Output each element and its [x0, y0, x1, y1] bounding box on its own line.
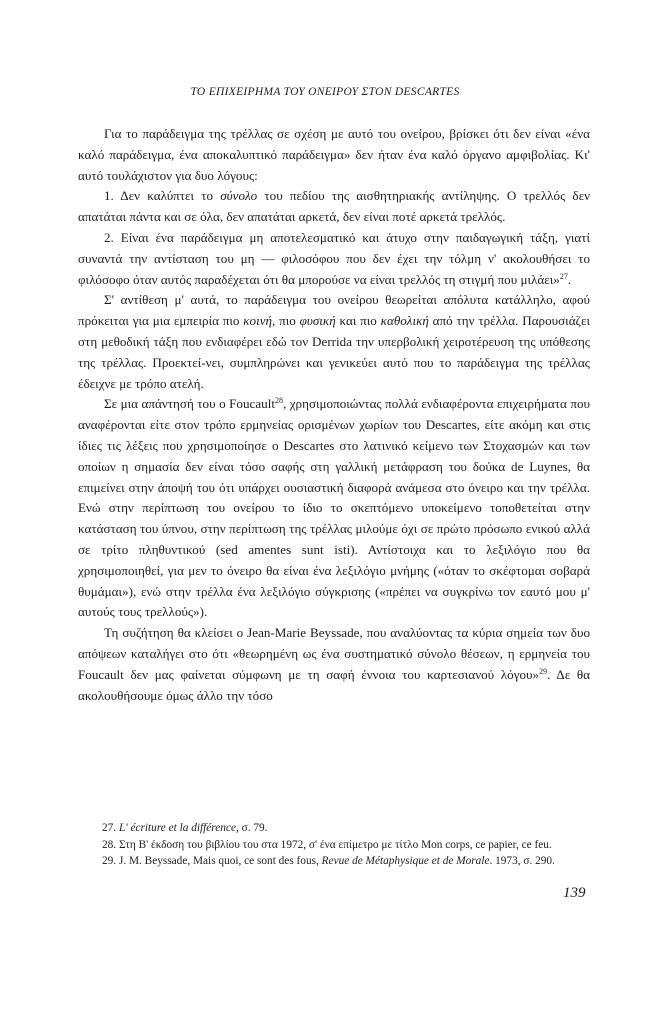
text-run: 27. [102, 822, 119, 834]
emphasis: κοινή [243, 313, 273, 329]
footnote [78, 837, 590, 854]
text-run: . 1973, σ. 290. [489, 855, 555, 867]
text-run: Για το παράδειγμα της τρέλλας σε σχέση με αυτό του ονείρου, βρίσκει ότι δεν είναι «ένα καλό παράδειγμα, ένα αποκαλυπτικό παράδειγμα» δεν ήταν ένα καλό όργανο αμφιβολίας. Κι' αυτό τουλάχιστον για δυο λόγους: [78, 126, 590, 183]
text-run: 1. Δεν καλύπτει το [104, 188, 221, 204]
text-run: και πιο [335, 313, 381, 329]
text-run: . Δε θα ακολουθήσουμε όμως άλλο την τόσο [78, 666, 590, 703]
emphasis: L' écriture et la différence [118, 822, 236, 834]
emphasis: φυσική [299, 313, 336, 329]
emphasis: καθολική [380, 313, 429, 329]
paragraph [78, 290, 590, 394]
footnote-ref: 27 [559, 271, 568, 281]
text-run: Τη συζήτηση θα κλείσει ο Jean-Marie Beyssade, που αναλύοντας τα κύρια σημεία των δυο απόψεων καταλήγει στο ότι «θεωρημένη ως ένα συστηματικό σύνολο θέσεων, η ερμηνεία του Foucault δεν μας φαίνεται σύμφωνη με τη σαφή έννοια του καρτεσιανού λόγου» [78, 625, 590, 682]
footnote [78, 820, 590, 837]
body-text [78, 124, 590, 706]
text-run: . [567, 271, 572, 287]
text-run: 29. J. M. Beyssade, Mais quoi, ce sont des fous, [102, 855, 322, 867]
footnotes [78, 820, 590, 870]
text-run: Σε μια απάντησή του ο Foucault [104, 396, 275, 412]
text-run: 2. Είναι ένα παράδειγμα μη αποτελεσματικό και άτυχο στην παιδαγωγική τάξη, γιατί συναντά την αντίσταση του μη — φιλοσόφου που δεν έχει την τόλμη ν' ακολουθήσει το φιλόσοφο όταν αυτός παραδέχεται ότι θα μπορούσε να είναι τρελλός τη στιγμή που μιλάει» [78, 229, 590, 287]
footnote-ref: 28 [274, 396, 283, 406]
text-run: από την τρέλλα. Παρουσιάζει στη μεθοδική τάξη που ενδιαφέρει εδώ τον Derrida την υπερβολική χειροτέρευση της υπόθεσης της τρέλλας. Προεκτεί-νει, συμπληρώνει και γενικεύει αυτό που το παράδειγμα της τρέλλας έδειχνε με τρόπο ατελή. [78, 313, 590, 391]
paragraph [78, 228, 590, 290]
emphasis: Revue de Métaphysique et de Morale [321, 855, 490, 867]
page-number: 139 [563, 885, 586, 901]
emphasis: σύνολο [220, 188, 258, 204]
running-head: ΤΟ ΕΠΙΧΕΙΡΗΜΑ ΤΟΥ ΟΝΕΙΡΟΥ ΣΤΟΝ DESCARTES [190, 86, 460, 98]
paragraph [78, 186, 590, 228]
text-run: , χρησιμοποιώντας πολλά ενδιαφέροντα επιχειρήματα που αναφέρονται είτε στον τρόπο ερμηνείας ορισμένων χωρίων του Descartes, είτε ακόμη και στις ίδιες τις λέξεις που χρησιμοποίησε ο Descartes στο λατινικό κείμενο των Στοχασμών και των οποίων η σημασία δεν είναι τόσο σαφής στη γαλλική μετάφραση του δούκα de Luynes, θα επιμείνει στην άποψή του ότι υπάρχει ουσιαστική διαφορά ανάμεσα στο όνειρο και την τρέλλα. Ενώ στην περίπτωση του ονείρου το ίδιο το σκεπτόμενο υποκείμενο τοποθετείται στην κατάσταση του ύπνου, στην περίπτωση της τρέλλας μιλούμε όχι σε πρώτο πρόσωπο ενικού αλλά σε τρίτο πληθυντικού (sed amentes sunt isti). Αντίστοιχα και το λεξιλόγιο που θα χρησιμοποιηθεί, για μεν το όνειρο θα είναι ένα λεξιλόγιο μνήμης («όταν το σκέφτομαι σοβαρά θυμάμαι»), ενώ στην τρέλλα ένα λεξιλόγιο σύγκρισης («πρέπει να συγκρίνω τον εαυτό μου μ' αυτούς τους τρελλούς»). [78, 396, 590, 620]
footnote-ref: 29 [539, 666, 548, 676]
paragraph [78, 394, 590, 623]
text-run: 28. Στη Β' έκδοση του βιβλίου του στα 1972, σ' ένα επίμετρο με τίτλο Mon corps, ce papier, ce feu. [102, 838, 552, 851]
paragraph [78, 124, 590, 186]
footnote [78, 853, 590, 870]
text-run: Σ' αντίθεση μ' αυτά, το παράδειγμα του ονείρου θεωρείται απόλυτα κατάλληλο, αφού πρόκειται για μια εμπειρία πιο [78, 292, 590, 329]
text-run: , σ. 79. [235, 822, 268, 834]
text-run: , πιο [272, 313, 300, 329]
paragraph [78, 623, 590, 706]
text-run: του πεδίου της αισθητηριακής αντίληψης. Ο τρελλός δεν απατάται πάντα και σε όλα, δεν απατάται αρκετά, δεν είναι ποτέ αρκετά τρελλός. [78, 188, 590, 225]
